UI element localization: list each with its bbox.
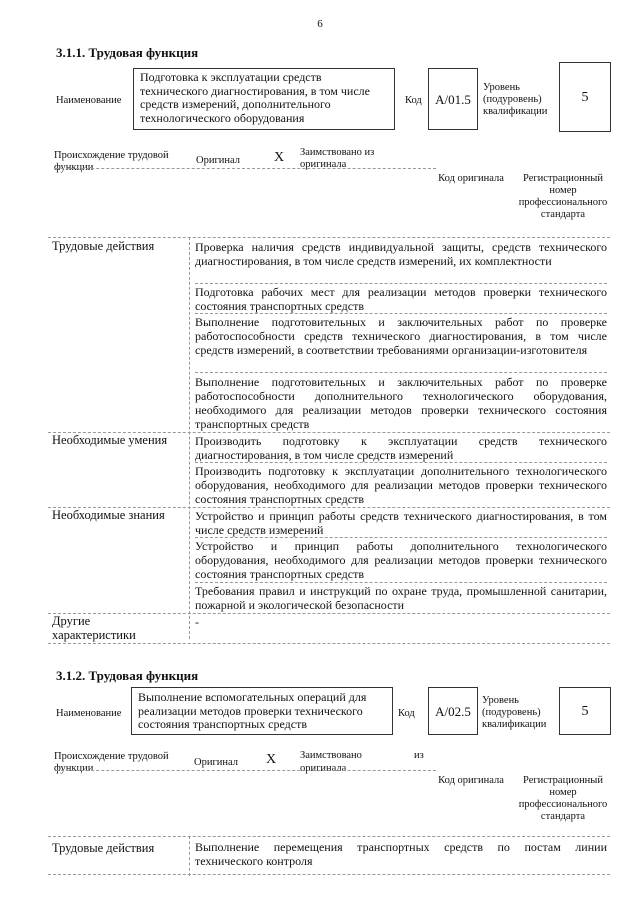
actions-label-1: Трудовые действия [52, 239, 155, 253]
code-value-1: A/01.5 [428, 68, 478, 130]
borrowed-orig-2: оригинала [300, 763, 347, 774]
name-label-2: Наименование [56, 708, 122, 719]
borrowed-from-2: из [414, 750, 424, 761]
code-orig-label-2: Код оригинала [438, 775, 504, 786]
name-value-2: Выполнение вспомогательных операций для реализации методов проверки технического состояния транспортных средств [131, 687, 393, 735]
original-mark-1: X [274, 150, 285, 165]
knowledge-label-1: Необходимые знания [52, 508, 165, 522]
code-value-2: A/02.5 [428, 687, 478, 735]
action-item: Выполнение подготовительных и заключительных работ по проверке работоспособности дополнительного технологического оборудования, необходимого для реализации методов проверки технического состояния транспортных средств [195, 375, 607, 431]
level-label-1: Уровень (подуровень) квалификации [483, 82, 548, 117]
action-item: Выполнение подготовительных и заключительных работ по проверке работоспособности средств технического диагностирования, в том числе средств измерений, в соответствии требованиями организации-изготовителя [195, 315, 607, 357]
level-label-2: Уровень (подуровень) квалификации [482, 695, 547, 730]
section-title-2: 3.1.2. Трудовая функция [56, 668, 199, 683]
section-title-1: 3.1.1. Трудовая функция [56, 45, 199, 60]
other-label-1: Другие характеристики [52, 614, 136, 642]
original-mark-2: X [266, 752, 277, 767]
action-item: Подготовка рабочих мест для реализации методов проверки технического состояния транспортных средств [195, 285, 607, 313]
knowledge-item: Устройство и принцип работы дополнительного технологического оборудования, необходимого для реализации методов проверки технического состояния транспортных средств [195, 539, 607, 581]
other-value-1: - [195, 615, 199, 629]
original-label-1: Оригинал [196, 155, 240, 166]
reg-num-label-2: Регистрационный номер профессионального стандарта [518, 775, 608, 822]
page-number: 6 [317, 18, 323, 30]
code-label-1: Код [405, 95, 422, 106]
level-value-2: 5 [559, 687, 611, 735]
code-orig-label-1: Код оригинала [438, 173, 504, 184]
skill-item: Производить подготовку к эксплуатации дополнительного технологического оборудования, необходимого для реализации методов проверки технического состояния транспортных средств [195, 464, 607, 506]
action-item: Выполнение перемещения транспортных средств по постам линии технического контроля [195, 840, 607, 868]
original-label-2: Оригинал [194, 757, 238, 768]
name-label-1: Наименование [56, 95, 122, 106]
borrowed-label-1: Заимствовано из оригинала [300, 147, 375, 170]
knowledge-item: Устройство и принцип работы средств технического диагностирования, в том числе средств измерений [195, 509, 607, 537]
name-value-1: Подготовка к эксплуатации средств технического диагностирования, в том числе средств измерений, дополнительного технологического оборудования [133, 68, 395, 130]
knowledge-item: Требования правил и инструкций по охране труда, промышленной санитарии, пожарной и экологической безопасности [195, 584, 607, 612]
actions-label-2: Трудовые действия [52, 841, 155, 855]
borrowed-label-2: Заимствовано [300, 750, 362, 761]
skills-label-1: Необходимые умения [52, 433, 168, 447]
origin-label-1: Происхождение трудовой функции [54, 150, 169, 173]
level-value-1: 5 [559, 62, 611, 132]
reg-num-label-1: Регистрационный номер профессионального стандарта [518, 173, 608, 220]
action-item: Проверка наличия средств индивидуальной защиты, средств технического диагностирования, в том числе средств измерений, их комплектности [195, 240, 607, 268]
skill-item: Производить подготовку к эксплуатации средств технического диагностирования, в том числе средств измерений [195, 434, 607, 462]
origin-label-2: Происхождение трудовой функции [54, 751, 169, 774]
code-label-2: Код [398, 708, 415, 719]
